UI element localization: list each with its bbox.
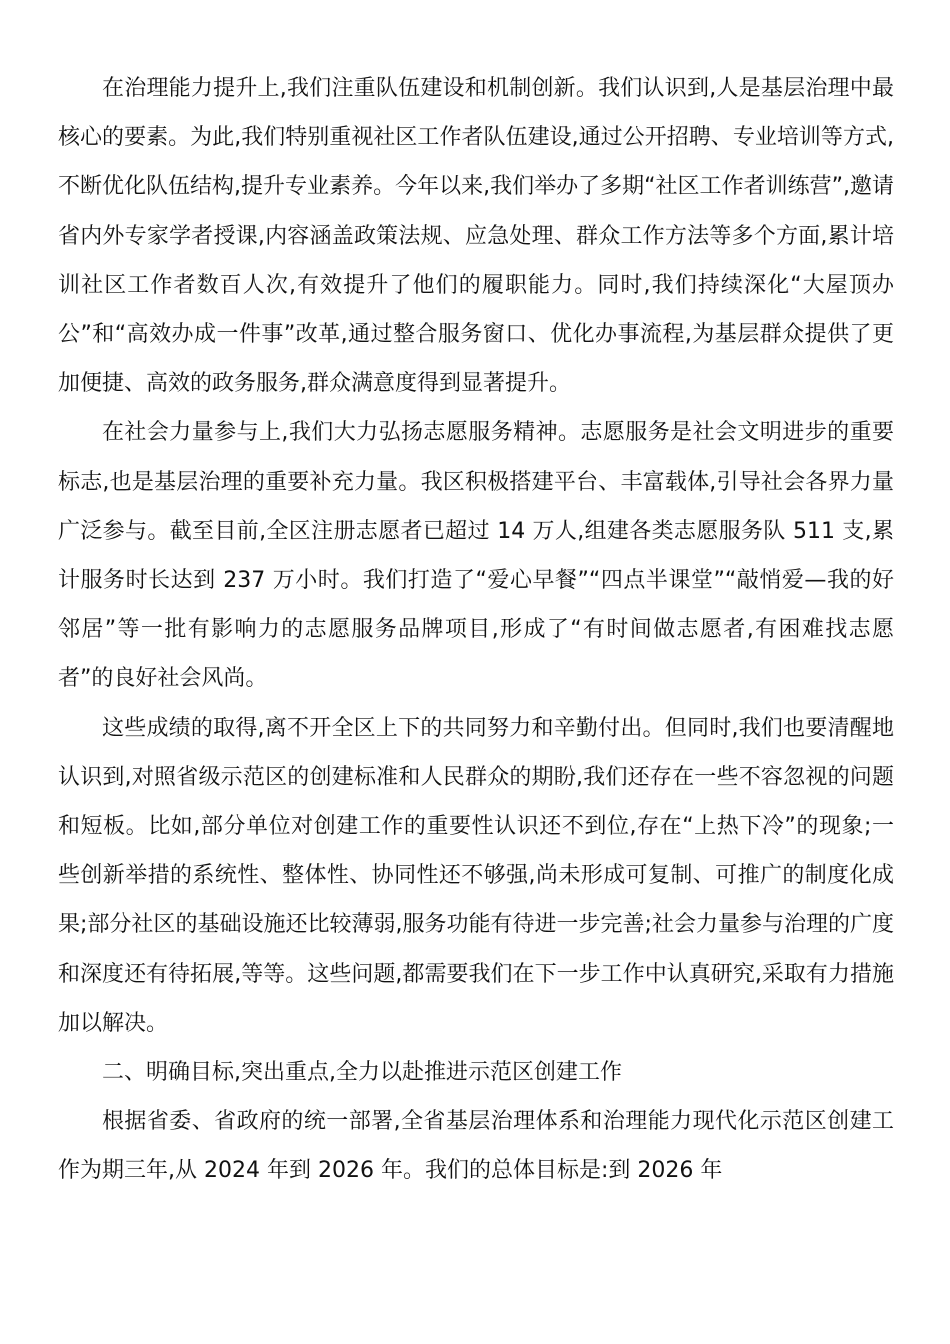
paragraph-achievements-and-problems: 这些成绩的取得,离不开全区上下的共同努力和辛勤付出。但同时,我们也要清醒地认识到,对照省级示范区的创建标准和人民群众的期盼,我们还存在一些不容忽视的问题和短板。比如,部分单位对创建工作的重要性认识还不到位,存在“上热下冷”的现象;一些创新举措的系统性、整体性、协同性还不够强,尚未形成可复制、可推广的制度化成果;部分社区的基础设施还比较薄弱,服务功能有待进一步完善;社会力量参与治理的广度和深度还有待拓展,等等。这些问题,都需要我们在下一步工作中认真研究,采取有力措施加以解决。 [58,715,894,1036]
paragraph-overall-goal: 根据省委、省政府的统一部署,全省基层治理体系和治理能力现代化示范区创建工作为期三年,从 2024 年到 2026 年。我们的总体目标是:到 2026 年 [58,1109,894,1184]
paragraph-governance-capacity: 在治理能力提升上,我们注重队伍建设和机制创新。我们认识到,人是基层治理中最核心的要素。为此,我们特别重视社区工作者队伍建设,通过公开招聘、专业培训等方式,不断优化队伍结构,提升专业素养。今年以来,我们举办了多期“社区工作者训练营”,邀请省内外专家学者授课,内容涵盖政策法规、应急处理、群众工作方法等多个方面,累计培训社区工作者数百人次,有效提升了他们的履职能力。同时,我们持续深化“大屋顶办公”和“高效办成一件事”改革,通过整合服务窗口、优化办事流程,为基层群众提供了更加便捷、高效的政务服务,群众满意度得到显著提升。 [58,76,894,397]
document-page [58,64,894,1196]
paragraph-social-participation: 在社会力量参与上,我们大力弘扬志愿服务精神。志愿服务是社会文明进步的重要标志,也是基层治理的重要补充力量。我区积极搭建平台、丰富载体,引导社会各界力量广泛参与。截至目前,全区注册志愿者已超过 14 万人,组建各类志愿服务队 511 支,累计服务时长达到 237 万小时。我们打造了“爱心早餐”“四点半课堂”“敲悄爱—我的好邻居”等一批有影响力的志愿服务品牌项目,形成了“有时间做志愿者,有困难找志愿者”的良好社会风尚。 [58,420,894,692]
section-heading: 二、明确目标,突出重点,全力以赴推进示范区创建工作 [102,1060,622,1086]
